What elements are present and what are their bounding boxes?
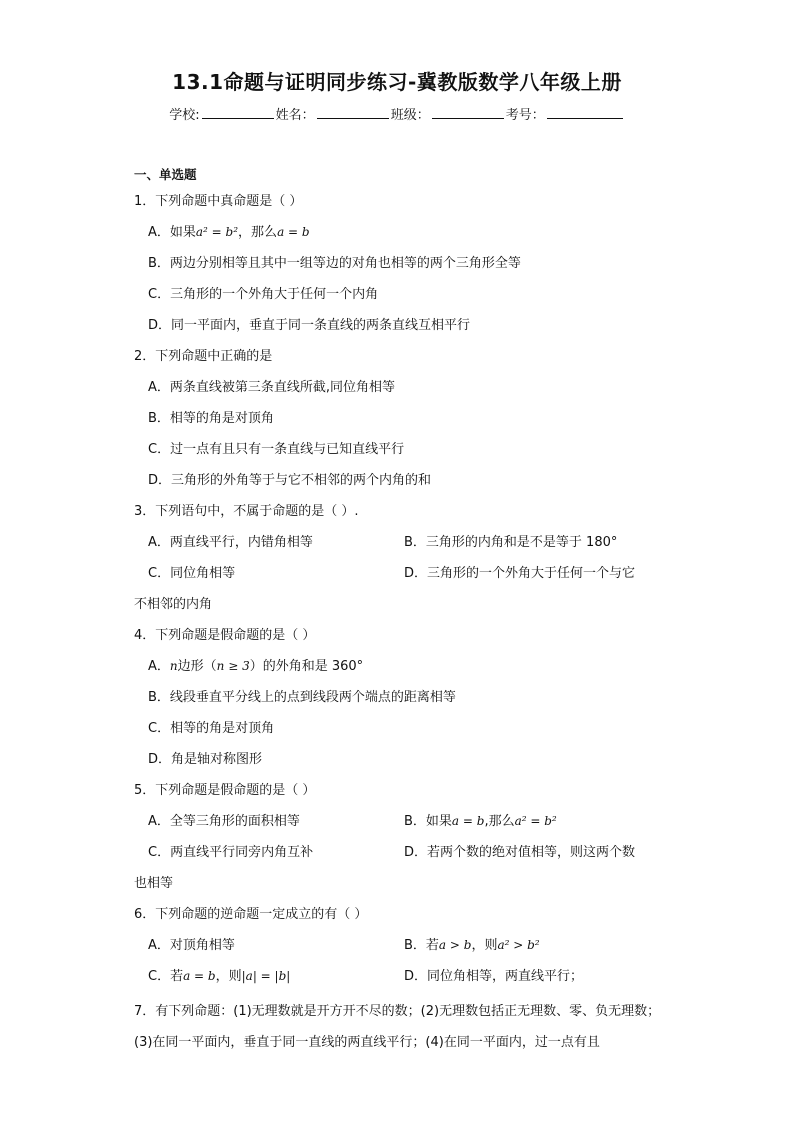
question-stem: 2．下列命题中正确的是 bbox=[134, 349, 273, 364]
option-d: D．三角形的一个外角大于任何一个与它 bbox=[404, 566, 636, 581]
option-d: D．三角形的外角等于与它不相邻的两个内角的和 bbox=[148, 473, 432, 488]
option-row bbox=[134, 806, 664, 837]
page-title: 13.1命题与证明同步练习-冀教版数学八年级上册 bbox=[172, 70, 622, 94]
option-a: A．对顶角相等 bbox=[148, 938, 235, 953]
option-text: ，则 bbox=[215, 969, 242, 984]
class-blank[interactable] bbox=[432, 106, 504, 119]
option-a: A．两直线平行，内错角相等 bbox=[148, 535, 313, 550]
math-expression: a = b bbox=[451, 814, 485, 828]
option-c: C．相等的角是对顶角 bbox=[148, 721, 275, 736]
option-d: D．同一平面内，垂直于同一条直线的两条直线互相平行 bbox=[148, 318, 471, 333]
math-expression: n ≥ 3 bbox=[216, 659, 250, 673]
option-b bbox=[404, 930, 540, 961]
option-d: D．若两个数的绝对值相等，则这两个数 bbox=[404, 845, 636, 860]
option-text: B．若 bbox=[404, 938, 439, 953]
math-expression: a² > b² bbox=[497, 938, 540, 952]
student-info-line bbox=[0, 104, 794, 123]
option-text: B．如果 bbox=[404, 814, 452, 829]
name-label: 姓名： bbox=[275, 108, 315, 123]
option-row bbox=[134, 930, 664, 961]
option-b: B．线段垂直平分线上的点到线段两个端点的距离相等 bbox=[148, 690, 456, 705]
option-a: A．全等三角形的面积相等 bbox=[148, 814, 300, 829]
school-blank[interactable] bbox=[202, 106, 274, 119]
math-expression: a = b bbox=[183, 969, 216, 983]
option-a bbox=[134, 217, 664, 248]
option-d: D．同位角相等，两直线平行； bbox=[404, 969, 584, 984]
option-text: ）的外角和是 360° bbox=[249, 659, 364, 674]
option-text: ,那么 bbox=[484, 814, 515, 829]
option-text: ，则 bbox=[471, 938, 498, 953]
math-expression: a² = b² bbox=[195, 225, 239, 239]
option-d-continued: 不相邻的内角 bbox=[134, 597, 213, 612]
option-text: C．若 bbox=[148, 969, 184, 984]
option-b bbox=[404, 806, 557, 837]
question-stem: 3．下列语句中，不属于命题的是（ ）. bbox=[134, 504, 359, 519]
option-text: A．如果 bbox=[148, 225, 196, 240]
option-text: ，那么 bbox=[238, 225, 278, 240]
option-d-continued: 也相等 bbox=[134, 876, 174, 891]
option-a bbox=[134, 651, 664, 682]
name-blank[interactable] bbox=[317, 106, 389, 119]
math-expression: a² = b² bbox=[514, 814, 557, 828]
math-expression: a = b bbox=[277, 225, 310, 239]
math-expression: n bbox=[169, 659, 178, 673]
option-b: B．相等的角是对顶角 bbox=[148, 411, 274, 426]
question-stem: 5．下列命题是假命题的是（ ） bbox=[134, 783, 316, 798]
school-label: 学校: bbox=[169, 108, 200, 123]
option-c: C．同位角相等 bbox=[148, 566, 236, 581]
option-row bbox=[134, 527, 664, 558]
math-expression: a > b bbox=[438, 938, 472, 952]
option-b: B．两边分别相等且其中一组等边的对角也相等的两个三角形全等 bbox=[148, 256, 521, 271]
option-c: C．过一点有且只有一条直线与已知直线平行 bbox=[148, 442, 405, 457]
exam-no-blank[interactable] bbox=[547, 106, 623, 119]
question-stem: 6．下列命题的逆命题一定成立的有（ ） bbox=[134, 907, 368, 922]
question-stem: 4．下列命题是假命题的是（ ） bbox=[134, 628, 316, 643]
option-c: C．三角形的一个外角大于任何一个内角 bbox=[148, 287, 379, 302]
option-a: A．两条直线被第三条直线所截,同位角相等 bbox=[148, 380, 396, 395]
option-row bbox=[134, 558, 664, 589]
option-b: B．三角形的内角和是不是等于 180° bbox=[404, 535, 618, 550]
option-text: 边形（ bbox=[177, 659, 217, 674]
option-row bbox=[134, 961, 664, 992]
question-list bbox=[134, 164, 664, 1058]
option-d: D．角是轴对称图形 bbox=[148, 752, 263, 767]
math-expression: |a| = |b| bbox=[241, 969, 291, 983]
class-label: 班级： bbox=[390, 108, 430, 123]
question-stem: 1．下列命题中真命题是（ ） bbox=[134, 194, 303, 209]
exam-no-label: 考号： bbox=[505, 108, 545, 123]
option-c bbox=[148, 961, 404, 992]
option-row bbox=[134, 837, 664, 868]
option-text: A． bbox=[148, 659, 170, 674]
section-title: 一、单选题 bbox=[134, 167, 197, 182]
option-c: C．两直线平行同旁内角互补 bbox=[148, 845, 314, 860]
question-stem: 7．有下列命题：(1)无理数就是开方开不尽的数；(2)无理数包括正无理数、零、负无理数；(3)在同一平面内，垂直于同一直线的两直线平行；(4)在同一平面内，过一点有且 bbox=[134, 1004, 661, 1050]
